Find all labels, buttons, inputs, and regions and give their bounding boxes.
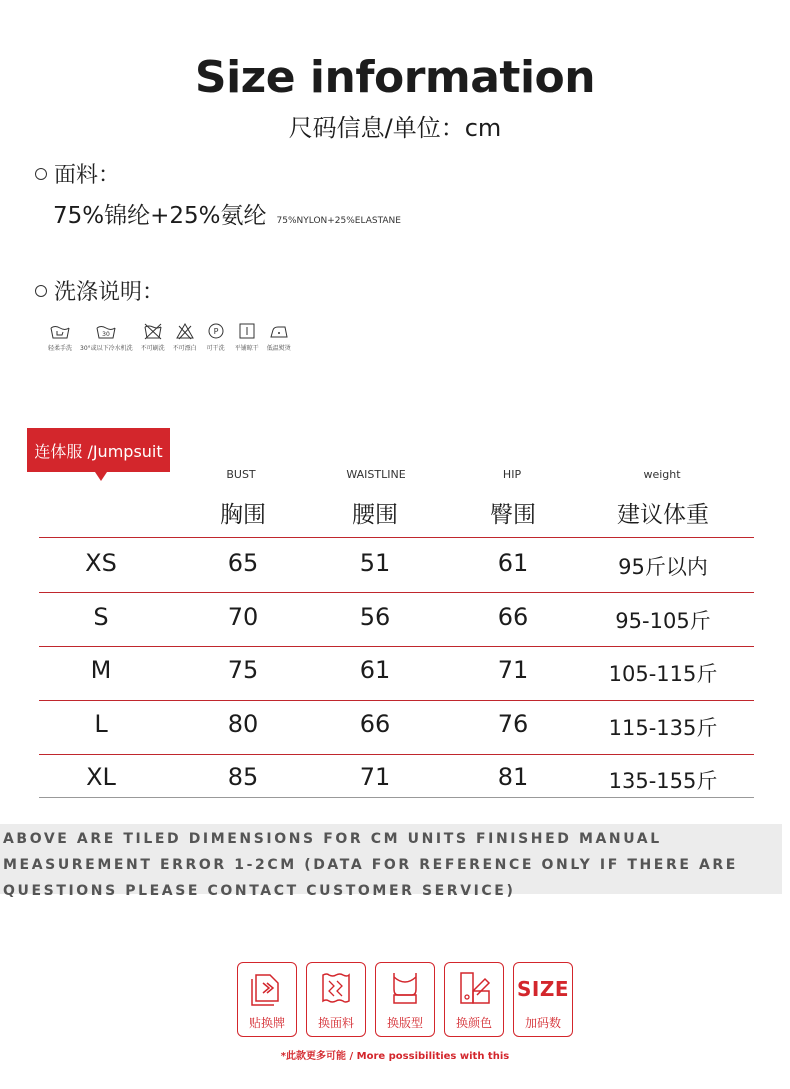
low-iron-icon	[268, 322, 290, 340]
column-header-en: weight	[643, 468, 681, 481]
care-label: 不可漂白	[172, 345, 197, 352]
column-header-cn: 建议体重	[617, 502, 709, 528]
feature-label: 换面料	[317, 1016, 354, 1030]
column-header-en: BUST	[226, 468, 256, 481]
feature-label-swap	[237, 962, 297, 1037]
fabric-composition	[53, 197, 401, 230]
table-cell-weight: 105-115斤	[608, 662, 718, 686]
column-header-en: HIP	[502, 468, 522, 481]
care-item	[141, 322, 165, 352]
column-header-cn: 腰围	[352, 502, 398, 528]
do-not-bleach-icon	[174, 322, 196, 340]
table-cell-bust: 65	[227, 549, 259, 577]
dry-clean-p-icon	[205, 322, 227, 340]
fabric-swap-icon	[317, 969, 355, 1007]
table-cell-hip: 66	[497, 603, 529, 631]
table-cell-hip: 71	[497, 656, 529, 684]
care-item	[267, 322, 291, 352]
feature-label: 换版型	[386, 1016, 423, 1030]
care-item	[205, 322, 227, 352]
fabric-value-cn: 75%锦纶+25%氨纶	[53, 203, 267, 229]
feature-label: 换颜色	[455, 1016, 492, 1030]
fabric-heading-label: 面料：	[54, 163, 121, 188]
feature-size-add	[513, 962, 573, 1037]
table-cell-hip: 76	[497, 710, 529, 738]
care-heading	[35, 275, 164, 306]
care-heading-label: 洗涤说明：	[54, 280, 165, 305]
table-cell-weight: 115-135斤	[608, 716, 718, 740]
table-cell-bust: 70	[227, 603, 259, 631]
table-cell-weight: 95-105斤	[615, 609, 711, 633]
fabric-heading	[35, 158, 120, 189]
color-swap-icon	[455, 969, 493, 1007]
column-header-en: WAISTLINE	[346, 468, 406, 481]
feature-label: 贴换牌	[248, 1016, 285, 1030]
table-cell-hip: 81	[497, 763, 529, 791]
care-symbols	[48, 322, 299, 352]
label-swap-icon	[248, 969, 286, 1007]
gentle-hand-wash-icon	[49, 322, 71, 340]
column-header-cn: 臀围	[490, 502, 536, 528]
table-row-size: XL	[86, 763, 116, 791]
table-row-size: L	[94, 710, 108, 738]
table-row-size: XS	[85, 549, 117, 577]
row-divider	[39, 537, 754, 538]
table-cell-waist: 71	[359, 763, 391, 791]
care-label: 轻柔手洗	[48, 345, 73, 352]
table-cell-weight: 135-155斤	[608, 769, 718, 793]
table-cell-bust: 85	[227, 763, 259, 791]
tag-pointer	[95, 472, 107, 481]
svg-text:30: 30	[102, 331, 111, 338]
size-add-icon: SIZE	[516, 977, 569, 1001]
row-divider	[39, 700, 754, 701]
feature-fabric-swap	[306, 962, 366, 1037]
table-cell-hip: 61	[497, 549, 529, 577]
svg-text:P: P	[213, 327, 219, 336]
page-title: Size information	[194, 52, 596, 103]
care-label: 30°或以下冷水机洗	[80, 345, 133, 352]
category-tag: 连体服 /Jumpsuit	[27, 428, 170, 472]
feature-label: 加码数	[524, 1016, 561, 1030]
table-cell-weight: 95斤以内	[618, 555, 708, 579]
footer-note: *此款更多可能 / More possibilities with this	[280, 1051, 510, 1062]
line-dry-icon	[236, 322, 258, 340]
fabric-value-en: 75%NYLON+25%ELASTANE	[276, 216, 401, 226]
do-not-tumble-dry-icon	[142, 322, 164, 340]
row-divider	[39, 646, 754, 647]
care-item	[48, 322, 72, 352]
pattern-swap-icon	[386, 969, 424, 1007]
table-row-size: S	[93, 603, 109, 631]
care-item	[235, 322, 259, 352]
care-label: 可干洗	[206, 345, 225, 352]
care-label: 不可刷洗	[140, 345, 165, 352]
row-divider	[39, 754, 754, 755]
table-cell-bust: 80	[227, 710, 259, 738]
table-cell-waist: 66	[359, 710, 391, 738]
circle-bullet-icon	[35, 285, 47, 297]
table-cell-bust: 75	[227, 656, 259, 684]
table-cell-waist: 51	[359, 549, 391, 577]
table-bottom-border	[39, 797, 754, 798]
care-label: 平铺晾干	[234, 345, 259, 352]
column-header-cn: 胸围	[220, 502, 266, 528]
customization-options	[237, 962, 573, 1037]
page-subtitle: 尺码信息/单位：cm	[288, 114, 502, 142]
table-row-size: M	[90, 656, 112, 684]
table-cell-waist: 61	[359, 656, 391, 684]
machine-wash-30-icon	[95, 322, 117, 340]
care-item	[80, 322, 133, 352]
feature-color-swap	[444, 962, 504, 1037]
care-item	[173, 322, 197, 352]
care-label: 低温熨烫	[266, 345, 291, 352]
measurement-note: ABOVE ARE TILED DIMENSIONS FOR CM UNITS FINISHED MANUAL MEASUREMENT ERROR 1-2CM (DATA FOR REFERENCE ONLY IF THERE ARE QUESTIONS PLEASE CONTACT CUSTOMER SERVICE)	[3, 831, 738, 899]
row-divider	[39, 592, 754, 593]
table-cell-waist: 56	[359, 603, 391, 631]
circle-bullet-icon	[35, 168, 47, 180]
feature-pattern-swap	[375, 962, 435, 1037]
